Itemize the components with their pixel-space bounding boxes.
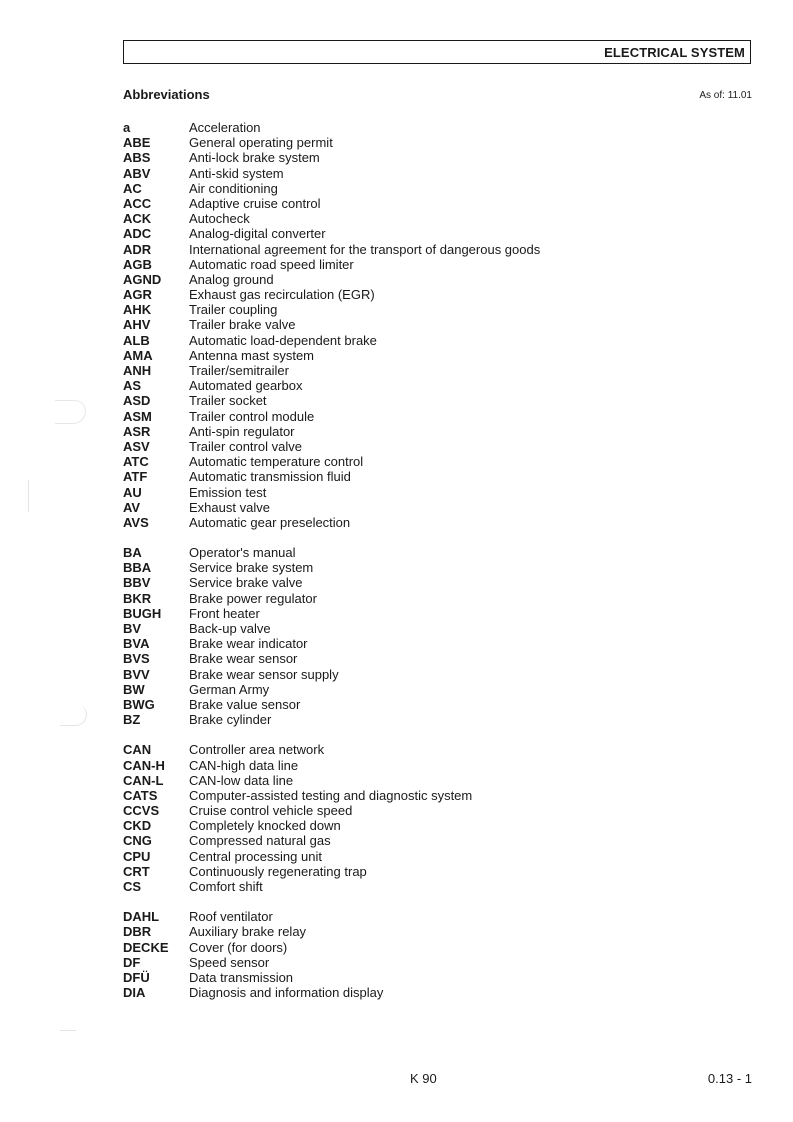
abbreviation-row xyxy=(123,955,683,970)
abbreviation-row xyxy=(123,606,683,621)
abbreviation-row xyxy=(123,348,683,363)
abbreviation-description: Air conditioning xyxy=(189,180,278,196)
abbreviation-group xyxy=(123,909,683,1000)
abbreviation-row xyxy=(123,287,683,302)
section-header-box xyxy=(123,40,751,64)
abbreviation-description: Roof ventilator xyxy=(189,909,273,925)
abbreviation-description: Anti-spin regulator xyxy=(189,423,295,439)
abbreviation-description: Antenna mast system xyxy=(189,347,314,363)
abbreviation-code: CAN-H xyxy=(123,757,165,773)
abbreviation-description: Autocheck xyxy=(189,211,250,227)
abbreviation-code: BKR xyxy=(123,590,152,606)
abbreviation-row xyxy=(123,181,683,196)
abbreviation-description: Analog ground xyxy=(189,271,274,287)
abbreviation-row xyxy=(123,712,683,727)
as-of-date: As of: 11.01 xyxy=(699,90,752,101)
abbreviation-description: Analog-digital converter xyxy=(189,226,326,242)
abbreviation-description: Brake wear sensor supply xyxy=(189,666,339,682)
abbreviation-description: Controller area network xyxy=(189,742,325,758)
abbreviation-row xyxy=(123,970,683,985)
abbreviation-row xyxy=(123,849,683,864)
abbreviation-code: ABE xyxy=(123,135,151,151)
abbreviation-description: Brake power regulator xyxy=(189,590,317,606)
abbreviation-row xyxy=(123,485,683,500)
abbreviation-row xyxy=(123,621,683,636)
abbreviation-row xyxy=(123,515,683,530)
abbreviation-row xyxy=(123,409,683,424)
abbreviation-description: Trailer socket xyxy=(189,393,267,409)
abbreviation-description: International agreement for the transport of dangerous goods xyxy=(189,241,541,257)
abbreviation-row xyxy=(123,575,683,590)
abbreviation-description: Compressed natural gas xyxy=(189,833,331,849)
abbreviation-code: DBR xyxy=(123,924,152,940)
abbreviation-code: AGB xyxy=(123,256,152,272)
section-title: ELECTRICAL SYSTEM xyxy=(604,45,745,60)
abbreviation-list xyxy=(123,120,683,1015)
abbreviation-code: AMA xyxy=(123,347,153,363)
abbreviation-description: General operating permit xyxy=(189,135,333,151)
abbreviation-description: Automatic road speed limiter xyxy=(189,256,354,272)
abbreviation-code: AHV xyxy=(123,317,151,333)
abbreviation-code: BVS xyxy=(123,651,150,667)
abbreviation-row xyxy=(123,211,683,226)
abbreviation-row xyxy=(123,697,683,712)
abbreviation-description: Central processing unit xyxy=(189,848,322,864)
abbreviation-row xyxy=(123,545,683,560)
abbreviation-code: ABV xyxy=(123,165,151,181)
abbreviation-code: AGND xyxy=(123,271,162,287)
abbreviation-row xyxy=(123,424,683,439)
abbreviation-description: Acceleration xyxy=(189,120,261,135)
abbreviation-row xyxy=(123,985,683,1000)
abbreviation-row xyxy=(123,242,683,257)
abbreviation-description: Automatic gear preselection xyxy=(189,514,351,530)
abbreviation-code: DAHL xyxy=(123,909,160,925)
abbreviation-code: CATS xyxy=(123,787,158,803)
abbreviation-row xyxy=(123,317,683,332)
abbreviation-description: Adaptive cruise control xyxy=(189,195,321,211)
scan-mark xyxy=(28,480,29,512)
abbreviation-description: Auxiliary brake relay xyxy=(189,924,307,940)
abbreviation-code: ACK xyxy=(123,211,152,227)
abbreviation-code: AU xyxy=(123,484,142,500)
abbreviation-row xyxy=(123,135,683,150)
abbreviation-row xyxy=(123,742,683,757)
abbreviation-code: CRT xyxy=(123,863,150,879)
abbreviation-code: ASV xyxy=(123,438,150,454)
abbreviation-row xyxy=(123,226,683,241)
abbreviation-code: BW xyxy=(123,681,145,697)
abbreviation-row xyxy=(123,196,683,211)
abbreviation-code: AVS xyxy=(123,514,149,530)
abbreviation-code: DF xyxy=(123,954,141,970)
abbreviation-code: CAN-L xyxy=(123,772,164,788)
abbreviation-code: AHK xyxy=(123,302,152,318)
abbreviation-description: Automatic load-dependent brake xyxy=(189,332,377,348)
abbreviation-description: Anti-skid system xyxy=(189,165,284,181)
abbreviation-row xyxy=(123,120,683,135)
abbreviation-description: Automatic temperature control xyxy=(189,454,364,470)
abbreviation-description: Service brake system xyxy=(189,560,314,576)
footer-page-number: 0.13 - 1 xyxy=(707,1071,752,1086)
abbreviation-row xyxy=(123,393,683,408)
abbreviation-row xyxy=(123,363,683,378)
abbreviation-row xyxy=(123,879,683,894)
abbreviation-code: AC xyxy=(123,180,142,196)
abbreviation-row xyxy=(123,682,683,697)
abbreviation-group xyxy=(123,120,683,530)
abbreviation-row xyxy=(123,758,683,773)
abbreviation-code: CNG xyxy=(123,833,152,849)
abbreviation-code: ANH xyxy=(123,363,152,378)
abbreviation-row xyxy=(123,864,683,879)
abbreviation-code: BV xyxy=(123,621,142,636)
abbreviation-description: Exhaust gas recirculation (EGR) xyxy=(189,287,375,303)
abbreviation-description: Automated gearbox xyxy=(189,378,303,394)
abbreviation-row xyxy=(123,591,683,606)
abbreviation-code: BBA xyxy=(123,560,152,576)
abbreviation-row xyxy=(123,150,683,165)
abbreviation-row xyxy=(123,940,683,955)
abbreviation-code: ATC xyxy=(123,454,149,470)
abbreviation-description: Emission test xyxy=(189,484,267,500)
abbreviation-description: Brake cylinder xyxy=(189,712,272,728)
abbreviation-description: Trailer control module xyxy=(189,408,315,424)
abbreviation-description: Continuously regenerating trap xyxy=(189,863,367,879)
abbreviation-row xyxy=(123,333,683,348)
footer-model: K 90 xyxy=(410,1071,437,1086)
abbreviation-row xyxy=(123,469,683,484)
abbreviation-row xyxy=(123,272,683,287)
abbreviation-code: DIA xyxy=(123,985,146,1001)
abbreviation-row xyxy=(123,818,683,833)
abbreviation-row xyxy=(123,560,683,575)
abbreviation-code: BBV xyxy=(123,575,151,591)
abbreviation-description: Cruise control vehicle speed xyxy=(189,803,353,819)
abbreviation-description: Completely knocked down xyxy=(189,818,341,834)
abbreviation-description: CAN-low data line xyxy=(189,772,294,788)
abbreviation-code: ADR xyxy=(123,241,152,257)
abbreviation-description: Data transmission xyxy=(189,969,294,985)
abbreviation-code: BUGH xyxy=(123,605,162,621)
abbreviation-description: Automatic transmission fluid xyxy=(189,469,351,485)
abbreviation-row xyxy=(123,773,683,788)
scan-mark xyxy=(60,705,87,726)
abbreviation-description: Speed sensor xyxy=(189,954,270,970)
abbreviation-description: CAN-high data line xyxy=(189,757,299,773)
scan-mark xyxy=(60,1030,76,1031)
abbreviation-group xyxy=(123,545,683,727)
abbreviation-row xyxy=(123,500,683,515)
abbreviation-row xyxy=(123,788,683,803)
abbreviation-description: Service brake valve xyxy=(189,575,303,591)
abbreviation-row xyxy=(123,454,683,469)
abbreviation-code: ALB xyxy=(123,332,150,348)
abbreviation-description: Computer-assisted testing and diagnostic system xyxy=(189,787,473,803)
abbreviation-code: AV xyxy=(123,499,141,515)
abbreviation-code: CPU xyxy=(123,848,151,864)
abbreviation-code: ADC xyxy=(123,226,152,242)
abbreviation-description: German Army xyxy=(189,681,270,697)
abbreviation-code: ASD xyxy=(123,393,151,409)
abbreviation-code: ASR xyxy=(123,423,151,439)
abbreviation-row xyxy=(123,257,683,272)
abbreviation-code: BVA xyxy=(123,636,150,652)
abbreviation-code: CAN xyxy=(123,742,152,758)
abbreviation-code: a xyxy=(123,120,131,135)
abbreviation-code: DECKE xyxy=(123,939,169,955)
abbreviation-row xyxy=(123,302,683,317)
abbreviation-group xyxy=(123,742,683,894)
abbreviation-code: CKD xyxy=(123,818,152,834)
abbreviation-description: Trailer brake valve xyxy=(189,317,296,333)
abbreviation-code: BVV xyxy=(123,666,150,682)
abbreviation-description: Trailer coupling xyxy=(189,302,278,318)
abbreviation-code: ATF xyxy=(123,469,148,485)
abbreviation-row xyxy=(123,378,683,393)
abbreviation-description: Brake value sensor xyxy=(189,696,301,712)
abbreviation-code: ASM xyxy=(123,408,152,424)
abbreviation-row xyxy=(123,667,683,682)
abbreviation-description: Trailer/semitrailer xyxy=(189,363,289,378)
abbreviation-row xyxy=(123,636,683,651)
page-heading: Abbreviations xyxy=(123,87,210,102)
abbreviation-row xyxy=(123,651,683,666)
abbreviation-row xyxy=(123,909,683,924)
abbreviation-description: Brake wear sensor xyxy=(189,651,298,667)
abbreviation-code: BWG xyxy=(123,696,155,712)
abbreviation-description: Cover (for doors) xyxy=(189,939,288,955)
abbreviation-code: AS xyxy=(123,378,142,394)
abbreviation-description: Back-up valve xyxy=(189,621,271,636)
abbreviation-description: Anti-lock brake system xyxy=(189,150,320,166)
abbreviation-row xyxy=(123,803,683,818)
abbreviation-description: Front heater xyxy=(189,605,260,621)
abbreviation-code: AGR xyxy=(123,287,152,303)
abbreviation-row xyxy=(123,833,683,848)
abbreviation-code: BZ xyxy=(123,712,141,728)
abbreviation-description: Operator's manual xyxy=(189,545,296,561)
abbreviation-code: DFÜ xyxy=(123,969,150,985)
abbreviation-description: Brake wear indicator xyxy=(189,636,308,652)
abbreviation-code: ACC xyxy=(123,195,152,211)
abbreviation-description: Trailer control valve xyxy=(189,438,302,454)
abbreviation-code: CS xyxy=(123,879,142,894)
abbreviation-description: Comfort shift xyxy=(189,879,263,894)
abbreviation-row xyxy=(123,439,683,454)
scan-mark xyxy=(55,400,86,424)
abbreviation-code: BA xyxy=(123,545,142,561)
abbreviation-code: CCVS xyxy=(123,803,160,819)
abbreviation-row xyxy=(123,166,683,181)
abbreviation-description: Exhaust valve xyxy=(189,499,270,515)
abbreviation-description: Diagnosis and information display xyxy=(189,985,384,1001)
abbreviation-code: ABS xyxy=(123,150,151,166)
abbreviation-row xyxy=(123,924,683,939)
